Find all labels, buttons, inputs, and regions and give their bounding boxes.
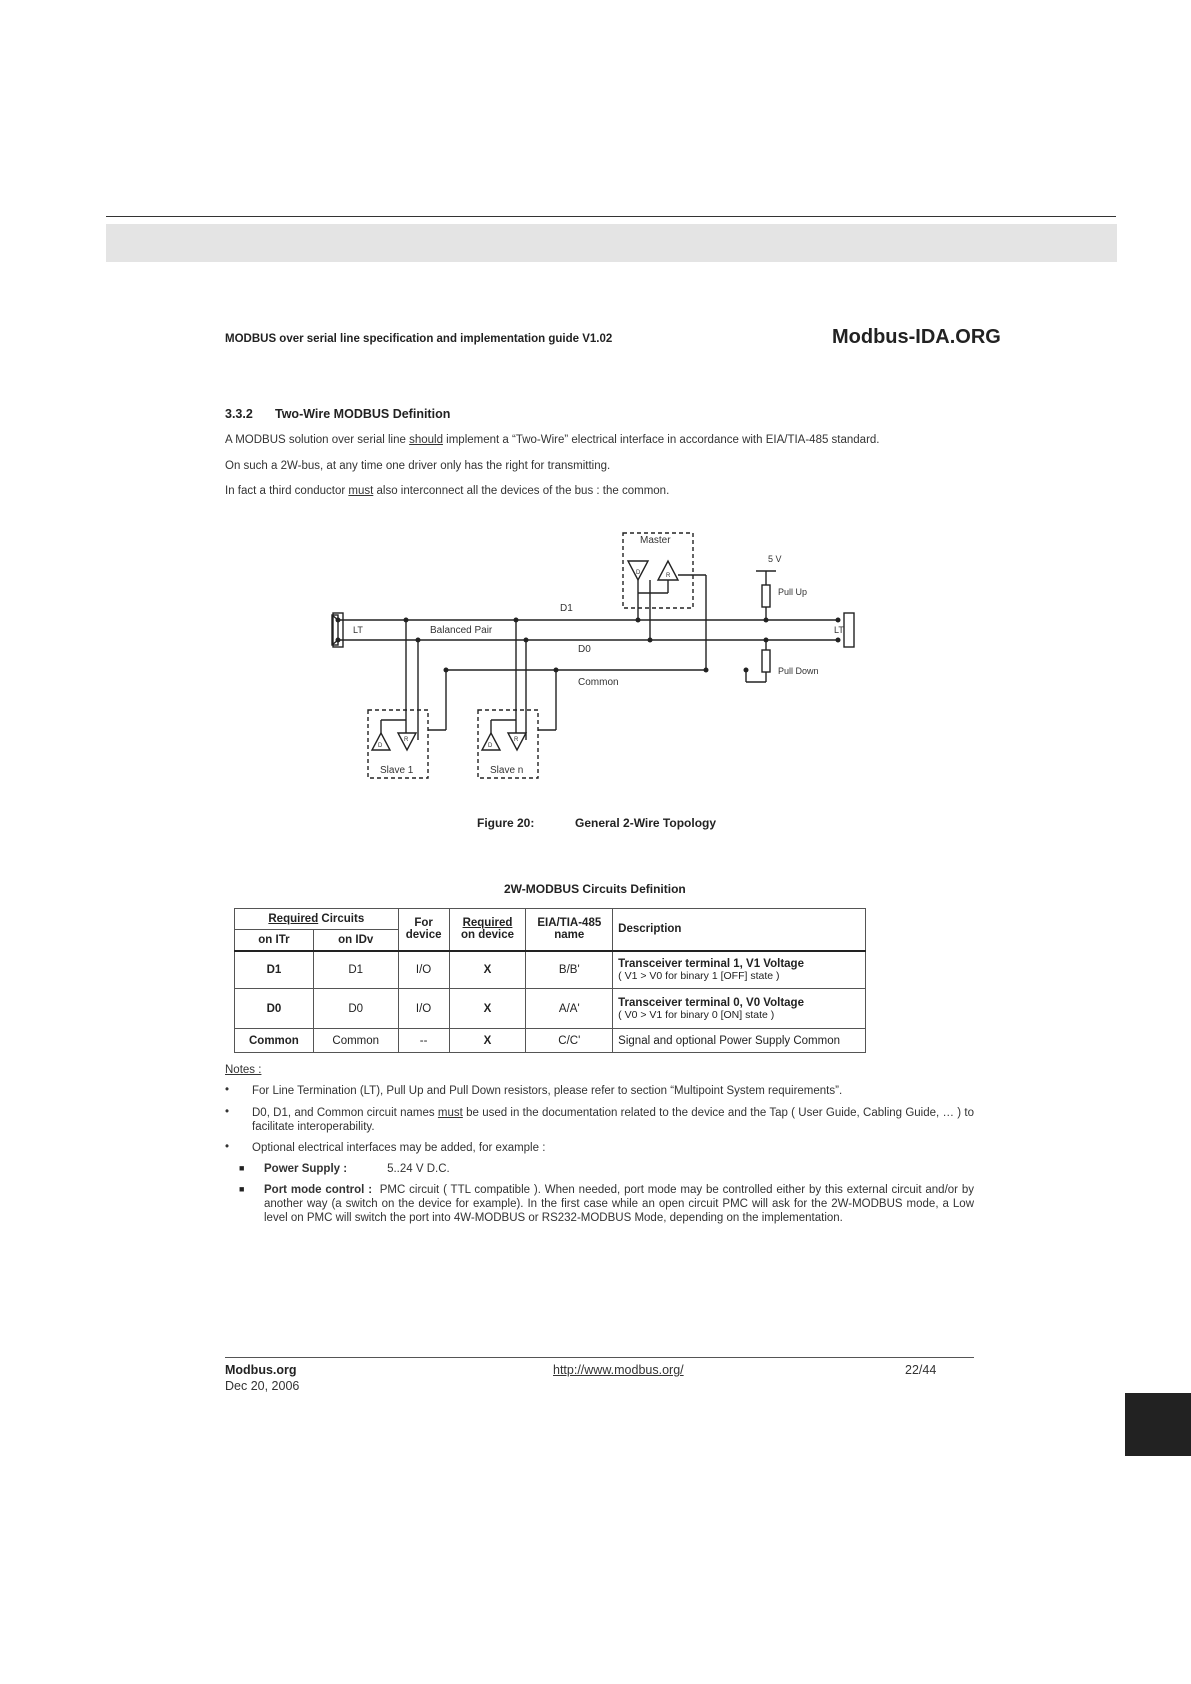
master-driver-glyph: D bbox=[636, 570, 641, 576]
cell-idv: Common bbox=[313, 1029, 398, 1053]
cell-for: I/O bbox=[398, 989, 449, 1029]
section-title: Two-Wire MODBUS Definition bbox=[275, 407, 451, 421]
sub-note-power-supply: Power Supply : 5..24 V D.C. bbox=[264, 1163, 450, 1175]
table-title: 2W-MODBUS Circuits Definition bbox=[504, 882, 686, 896]
bullet-icon: • bbox=[225, 1084, 230, 1096]
circuits-table bbox=[234, 908, 866, 1053]
square-bullet-icon: ■ bbox=[239, 1163, 245, 1173]
note-3: Optional electrical interfaces may be added, for example : bbox=[252, 1142, 546, 1154]
footer-rule bbox=[225, 1357, 974, 1358]
master-receiver-glyph: R bbox=[666, 573, 671, 579]
cell-for: I/O bbox=[398, 951, 449, 989]
header-required-on-device: Required on device bbox=[449, 909, 526, 951]
cell-eia: B/B' bbox=[526, 951, 613, 989]
d0-label: D0 bbox=[578, 644, 591, 655]
bullet-icon: • bbox=[225, 1106, 230, 1118]
balanced-pair-label: Balanced Pair bbox=[430, 625, 493, 636]
cell-idv: D0 bbox=[313, 989, 398, 1029]
cell-itr: D0 bbox=[235, 989, 314, 1029]
black-tab-marker bbox=[1125, 1393, 1191, 1456]
slave-1-label: Slave 1 bbox=[380, 765, 414, 776]
slave1-receiver-glyph: R bbox=[404, 737, 409, 743]
master-label: Master bbox=[640, 535, 671, 546]
cell-itr: Common bbox=[235, 1029, 314, 1053]
cell-description: Transceiver terminal 0, V0 Voltage ( V0 > V1 for binary 0 [ON] state ) bbox=[613, 989, 866, 1029]
footer-page-number: 22/44 bbox=[905, 1363, 937, 1377]
pull-down-label: Pull Down bbox=[778, 666, 819, 676]
note-2: D0, D1, and Common circuit names must be used in the documentation related to the device and the Tap ( User Guide, Cabling Guide, … ) to facilitate interoperability. bbox=[252, 1107, 974, 1133]
header-on-itr: on ITr bbox=[235, 930, 314, 951]
cell-description: Transceiver terminal 1, V1 Voltage ( V1 > V0 for binary 1 [OFF] state ) bbox=[613, 951, 866, 989]
lt-right-label: LT bbox=[834, 625, 844, 635]
footer-date: Dec 20, 2006 bbox=[225, 1379, 300, 1393]
notes-title: Notes : bbox=[225, 1064, 262, 1076]
section-number: 3.3.2 bbox=[225, 407, 253, 421]
common-label: Common bbox=[578, 677, 619, 688]
org-logo: Modbus-IDA.ORG bbox=[832, 326, 1001, 348]
gray-banner bbox=[106, 224, 1117, 262]
footer-org: Modbus.org bbox=[225, 1363, 297, 1377]
square-bullet-icon: ■ bbox=[239, 1184, 245, 1194]
paragraph-2: On such a 2W-bus, at any time one driver only has the right for transmitting. bbox=[225, 460, 611, 472]
slave1-driver-glyph: D bbox=[378, 743, 383, 749]
slaven-driver-glyph: D bbox=[488, 743, 493, 749]
note-1: For Line Termination (LT), Pull Up and Pull Down resistors, please refer to section “Multipoint System requirements”. bbox=[252, 1085, 843, 1097]
cell-for: -- bbox=[398, 1029, 449, 1053]
figure-caption: General 2-Wire Topology bbox=[575, 816, 717, 830]
lt-left-label: LT bbox=[353, 625, 363, 635]
cell-required: X bbox=[449, 989, 526, 1029]
top-rule bbox=[106, 216, 1116, 217]
table-row bbox=[235, 951, 866, 989]
paragraph-1: A MODBUS solution over serial line should implement a “Two-Wire” electrical interface in accordance with EIA/TIA-485 standard. bbox=[225, 434, 880, 446]
header-for-device: For device bbox=[398, 909, 449, 951]
two-wire-topology-diagram bbox=[320, 525, 880, 785]
cell-required: X bbox=[449, 951, 526, 989]
cell-eia: C/C' bbox=[526, 1029, 613, 1053]
header-on-idv: on IDv bbox=[313, 930, 398, 951]
5v-label: 5 V bbox=[768, 554, 782, 564]
header-required-circuits: Required Circuits bbox=[235, 909, 399, 930]
paragraph-3: In fact a third conductor must also interconnect all the devices of the bus : the common. bbox=[225, 485, 670, 497]
cell-required: X bbox=[449, 1029, 526, 1053]
slave-n-label: Slave n bbox=[490, 765, 524, 776]
pull-up-label: Pull Up bbox=[778, 587, 808, 597]
bullet-icon: • bbox=[225, 1141, 230, 1153]
table-row bbox=[235, 1029, 866, 1053]
header-description: Description bbox=[613, 909, 866, 951]
cell-description: Signal and optional Power Supply Common bbox=[613, 1029, 866, 1053]
cell-itr: D1 bbox=[235, 951, 314, 989]
table-row bbox=[235, 989, 866, 1029]
sub-note-port-mode: Port mode control : PMC circuit ( TTL compatible ). When needed, port mode may be controlled either by this external circuit and/or by another way (a switch on the device for example). In the first case while an open circuit PMC will ask for the 2W-MODBUS mode, a Low level on PMC will switch the port into 4W-MODBUS or RS232-MODBUS Mode, depending on the implementation. bbox=[264, 1184, 974, 1224]
figure-number: Figure 20: bbox=[477, 816, 535, 830]
cell-eia: A/A' bbox=[526, 989, 613, 1029]
d1-label: D1 bbox=[560, 603, 573, 614]
doc-title: MODBUS over serial line specification and implementation guide V1.02 bbox=[225, 333, 613, 345]
slaven-receiver-glyph: R bbox=[514, 737, 519, 743]
header-eia-name: EIA/TIA-485 name bbox=[526, 909, 613, 951]
cell-idv: D1 bbox=[313, 951, 398, 989]
footer-url-link[interactable]: http://www.modbus.org/ bbox=[553, 1363, 684, 1377]
